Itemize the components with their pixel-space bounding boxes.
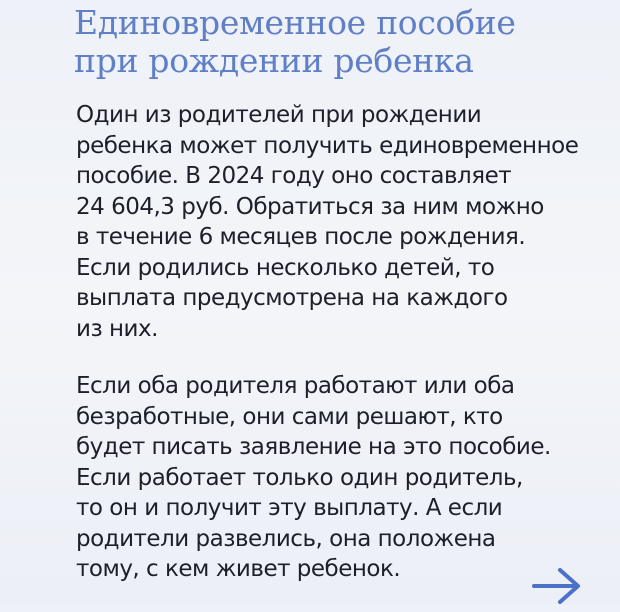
page-title: Единовременное пособие при рождении ребенка <box>74 3 516 80</box>
paragraph-who-receives: Если оба родителя работают или оба безработные, они сами решают, кто будет писать заявление на это пособие. Если работает только один родитель, то он и получит эту выплату. А если родители развелись, она положена тому, с кем живет ребенок. <box>76 373 551 582</box>
next-arrow-button[interactable] <box>530 565 586 607</box>
arrow-right-icon <box>530 565 586 607</box>
paragraph-benefit-info: Один из родителей при рождении ребенка может получить единовременное пособие. В 2024 году оно составляет 24 604,3 руб. Обратиться за ним можно в течение 6 месяцев после рождения. Если родились несколько детей, то выплата предусмотрена на каждого из них. <box>76 102 579 342</box>
